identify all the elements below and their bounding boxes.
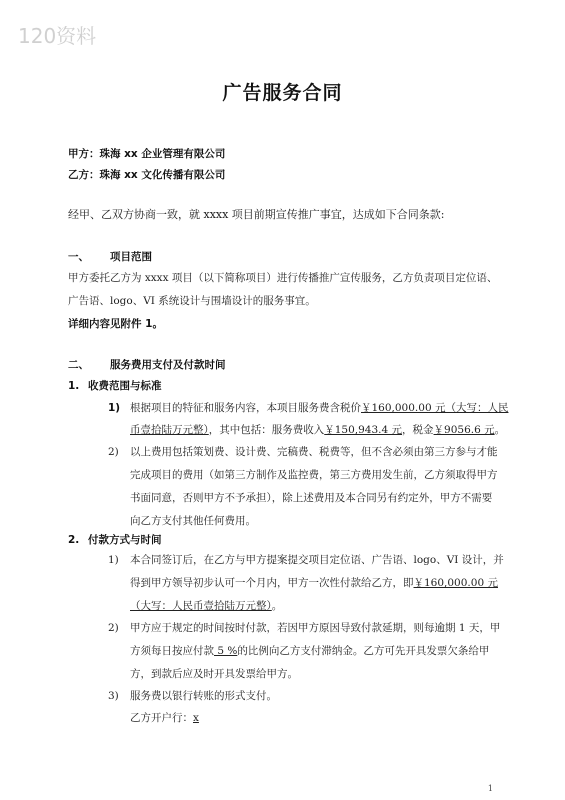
watermark: 120资料	[18, 24, 97, 48]
contract-title: 广告服务合同	[222, 82, 343, 104]
party-a: 甲方：珠海 xx 企业管理有限公司	[68, 148, 226, 160]
section1-note: 详细内容见附件 1。	[68, 318, 163, 330]
sub2-item3-line1: 服务费以银行转账的形式支付。	[130, 690, 277, 702]
section1-number: 一、	[68, 251, 89, 263]
section1-body-line1: 甲方委托乙方为 xxxx 项目（以下简称项目）进行传播推广宣传服务，乙方负责项目定位语、	[68, 272, 498, 284]
sub2-item1-number: 1)	[108, 554, 119, 566]
section2-number: 二、	[68, 359, 89, 371]
section1-body-line2: 广告语、logo、VI 系统设计与围墙设计的服务事宜。	[68, 295, 316, 307]
sub2-item1-line3: （大写：人民币壹拾陆万元整）。	[130, 600, 283, 612]
sub1-number: 1.	[68, 380, 80, 392]
sub1-item2-number: 2)	[108, 446, 119, 458]
sub2-item2-number: 2)	[108, 622, 119, 634]
sub2-item3-number: 3)	[108, 690, 119, 702]
sub2-item1-line1: 本合同签订后，在乙方与甲方提案提交项目定位语、广告语、logo、VI 设计，并	[130, 554, 504, 566]
sub1-item2-line3: 书面同意，否则甲方不予承担），除上述费用及本合同另有约定外，甲方不需要	[130, 492, 493, 504]
bank-account-line: 乙方开户行：x	[130, 712, 199, 724]
sub2-heading: 付款方式与时间	[88, 534, 162, 546]
intro-paragraph: 经甲、乙双方协商一致，就 xxxx 项目前期宣传推广事宜，达成如下合同条款:	[68, 208, 445, 221]
page-number: 1	[487, 784, 493, 793]
sub1-item1-number: 1)	[108, 402, 121, 414]
sub2-number: 2.	[68, 534, 80, 546]
sub2-item1-line2: 得到甲方领导初步认可一个月内，甲方一次性付款给乙方，即￥160,000.00 元	[130, 577, 498, 589]
sub1-item1-line1: 根据项目的特征和服务内容，本项目服务费含税价￥160,000.00 元（大写：人民	[130, 402, 509, 414]
sub2-item2-line1: 甲方应于规定的时间按时付款，若因甲方原因导致付款延期，则每逾期 1 天，甲	[130, 622, 501, 634]
sub2-item2-line3: 方，到款后应及时开具发票给甲方。	[130, 668, 298, 680]
sub1-item1-line2: 币壹拾陆万元整），其中包括：服务费收入￥150,943.4 元，税金￥9056.6 元。	[130, 424, 506, 436]
sub1-item2-line2: 完成项目的费用（如第三方制作及监控费，第三方费用发生前，乙方须取得甲方	[130, 469, 498, 481]
sub1-item2-line1: 以上费用包括策划费、设计费、完稿费、税费等，但不含必须由第三方参与才能	[130, 446, 498, 458]
sub2-item2-line2: 方须每日按应付款 5 %的比例向乙方支付滞纳金。乙方可先开具发票欠条给甲	[130, 645, 490, 657]
section2-heading: 服务费用支付及付款时间	[110, 359, 226, 371]
party-b: 乙方：珠海 xx 文化传播有限公司	[68, 169, 226, 181]
sub1-heading: 收费范围与标准	[88, 380, 162, 392]
sub1-item2-line4: 向乙方支付其他任何费用。	[130, 515, 256, 527]
section1-heading: 项目范围	[110, 251, 152, 263]
